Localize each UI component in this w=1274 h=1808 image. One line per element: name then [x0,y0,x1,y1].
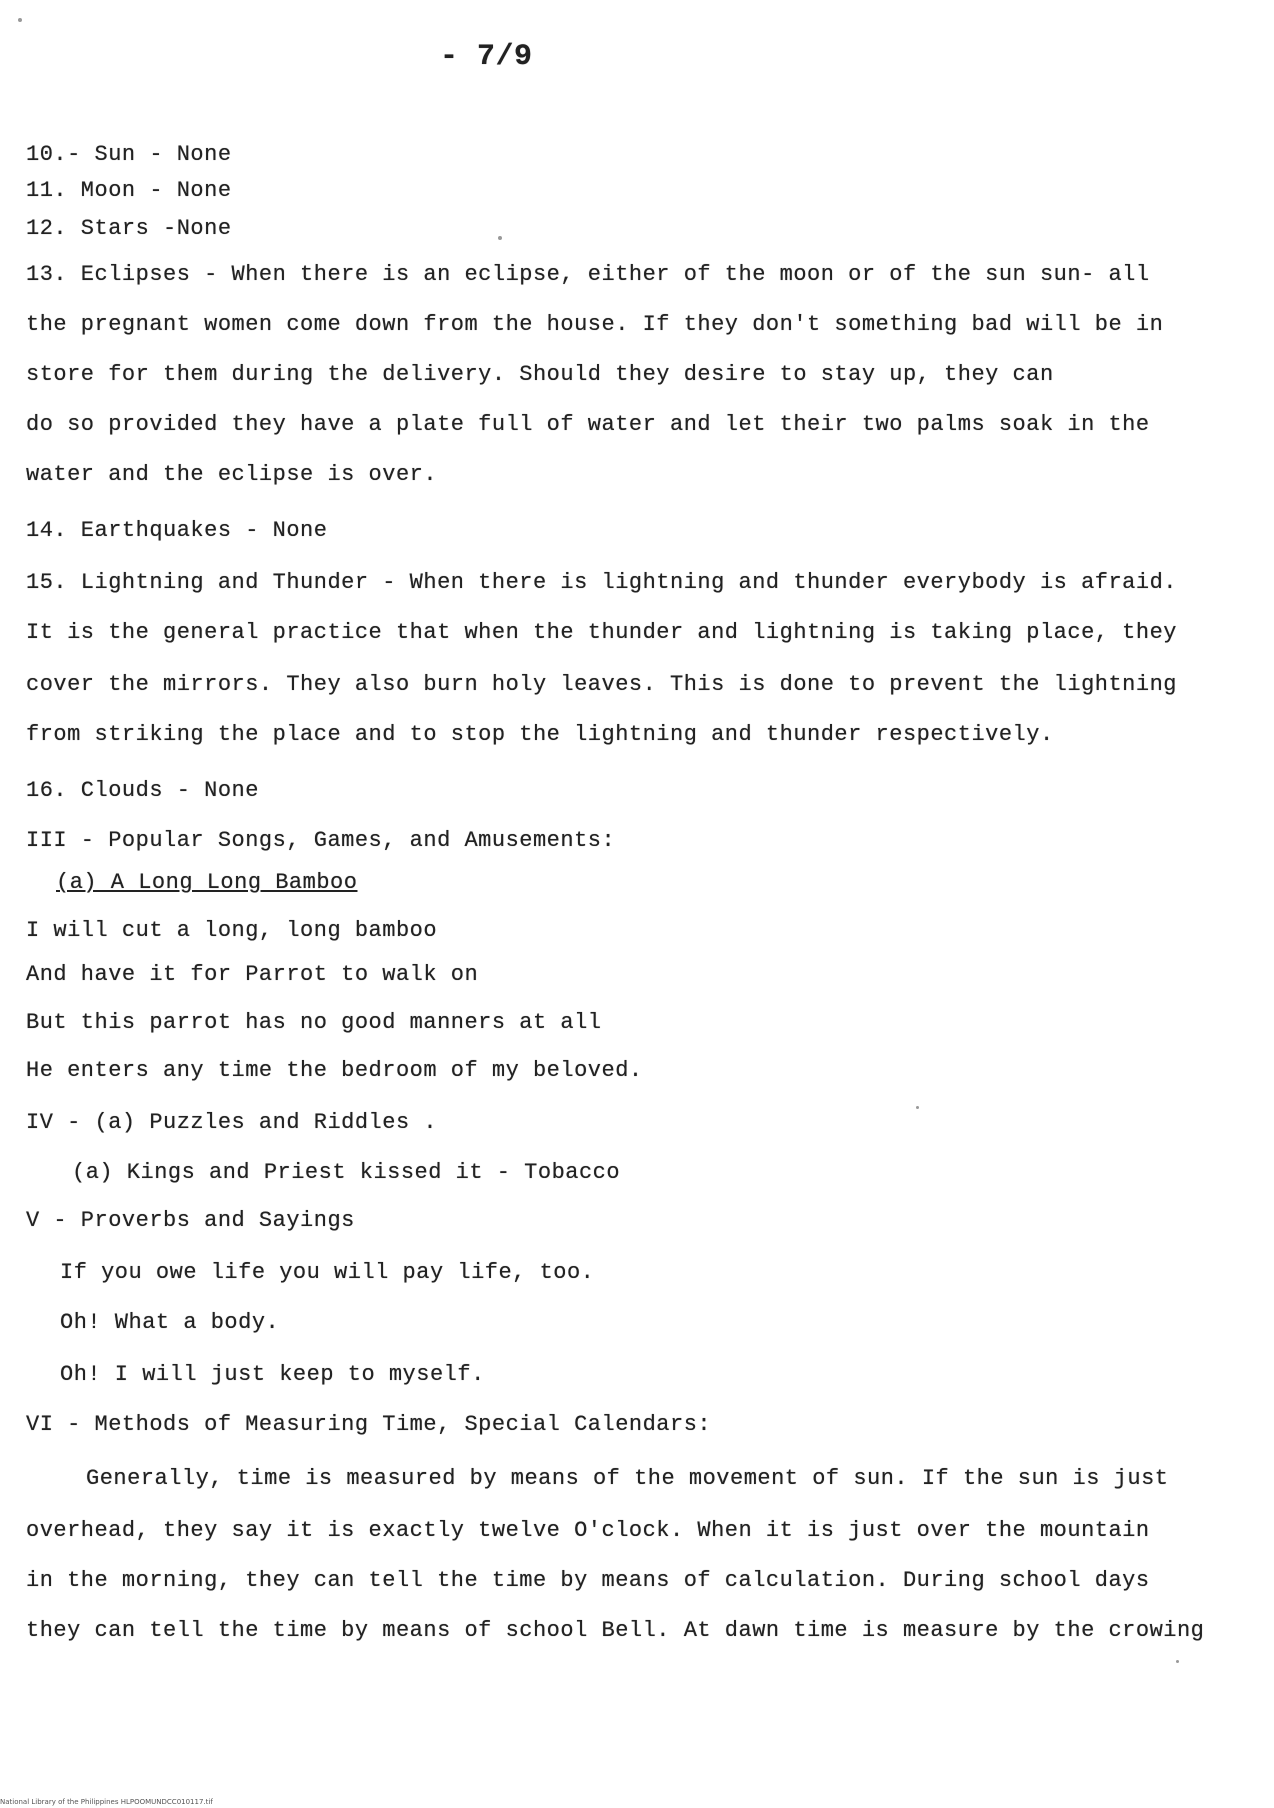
item-moon: 11. Moon - None [26,178,232,203]
scan-speck [916,1106,919,1109]
proverb-1: If you owe life you will pay life, too. [60,1260,595,1285]
scan-speck [18,18,22,22]
song-line-3: But this parrot has no good manners at all [26,1010,602,1035]
riddle-line: (a) Kings and Priest kissed it - Tobacco [72,1160,621,1185]
item-earthquakes: 14. Earthquakes - None [26,518,328,543]
time-line-1: Generally, time is measured by means of the movement of sun. If the sun is just [86,1466,1169,1491]
scan-speck [1176,1660,1179,1663]
section-v-heading: V - Proverbs and Sayings [26,1208,355,1233]
item-stars: 12. Stars -None [26,216,232,241]
eclipses-line-2: the pregnant women come down from the house. If they don't something bad will be in [26,312,1164,337]
scan-speck [498,236,502,240]
item-clouds: 16. Clouds - None [26,778,259,803]
time-line-2: overhead, they say it is exactly twelve O'clock. When it is just over the mountain [26,1518,1150,1543]
eclipses-line-3: store for them during the delivery. Should they desire to stay up, they can [26,362,1054,387]
eclipses-line-5: water and the eclipse is over. [26,462,438,487]
time-line-4: they can tell the time by means of school Bell. At dawn time is measure by the crowing [26,1618,1205,1643]
lightning-line-4: from striking the place and to stop the lightning and thunder respectively. [26,722,1054,747]
lightning-line-2: It is the general practice that when the thunder and lightning is taking place, they [26,620,1177,645]
lightning-line-3: cover the mirrors. They also burn holy leaves. This is done to prevent the lightning [26,672,1177,697]
song-line-1: I will cut a long, long bamboo [26,918,438,943]
song-line-4: He enters any time the bedroom of my beloved. [26,1058,643,1083]
lightning-line-1: 15. Lightning and Thunder - When there is lightning and thunder everybody is afraid. [26,570,1177,595]
proverb-3: Oh! I will just keep to myself. [60,1362,485,1387]
section-vi-heading: VI - Methods of Measuring Time, Special Calendars: [26,1412,712,1437]
footer-source: National Library of the Philippines HLPOOMUNDCC010117.tif [0,1798,213,1806]
item-sun: 10.- Sun - None [26,142,232,167]
proverb-2: Oh! What a body. [60,1310,280,1335]
section-iii-heading: III - Popular Songs, Games, and Amusements: [26,828,616,853]
song-line-2: And have it for Parrot to walk on [26,962,479,987]
eclipses-line-1: 13. Eclipses - When there is an eclipse, either of the moon or of the sun sun- all [26,262,1150,287]
eclipses-line-4: do so provided they have a plate full of water and let their two palms soak in the [26,412,1150,437]
page-number: - 7/9 [440,40,533,74]
time-line-3: in the morning, they can tell the time by means of calculation. During school days [26,1568,1150,1593]
section-iv-heading: IV - (a) Puzzles and Riddles . [26,1110,438,1135]
song-title: (a) A Long Long Bamboo [56,870,358,895]
